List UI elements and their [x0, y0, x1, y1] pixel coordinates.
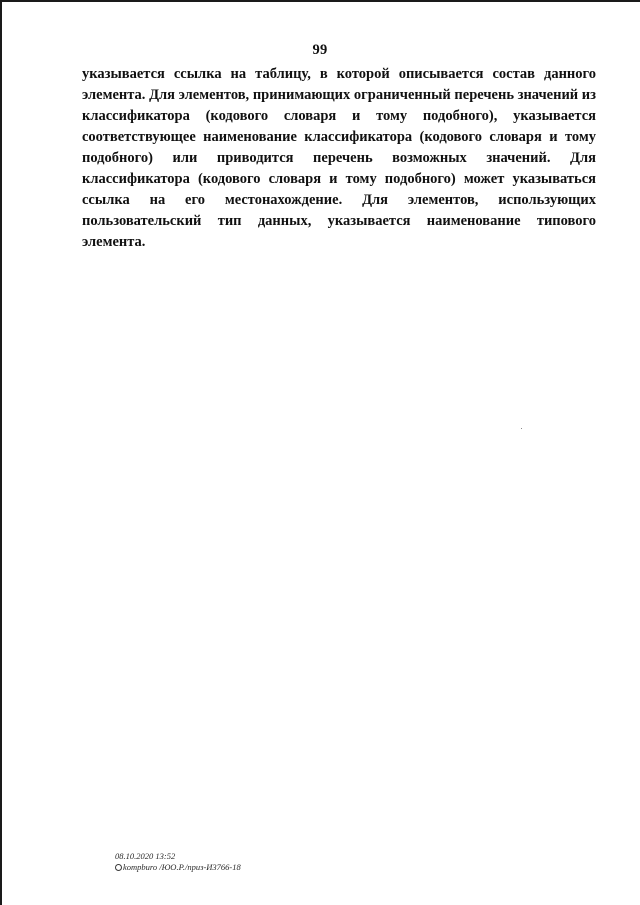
page-number: 99	[312, 42, 328, 58]
body-paragraph: указывается ссылка на таблицу, в которой описывается состав данного элемента. Для элементов, принимающих ограниченный перечень значений из классификатора (кодового словаря и тому подобного), указывается соответствующее наименование классификатора (кодового словаря и тому подобного) или приводится перечень возможных значений. Для классификатора (кодового словаря и тому подобного) может указываться ссылка на его местонахождение. Для элементов, использующих пользовательский тип данных, указывается наименование типового элемента.	[82, 66, 596, 250]
scan-left-border	[0, 0, 2, 905]
footer-stamp	[115, 851, 241, 873]
stamp-source-line	[115, 862, 241, 873]
stamp-datetime: 08.10.2020 13:52	[115, 851, 176, 861]
stamp-circle-icon	[115, 864, 122, 871]
scan-top-border	[0, 0, 640, 2]
stamp-source: kompburo /ЮО.Р./приз-И3766-18	[123, 862, 241, 872]
scan-speck	[521, 428, 522, 429]
